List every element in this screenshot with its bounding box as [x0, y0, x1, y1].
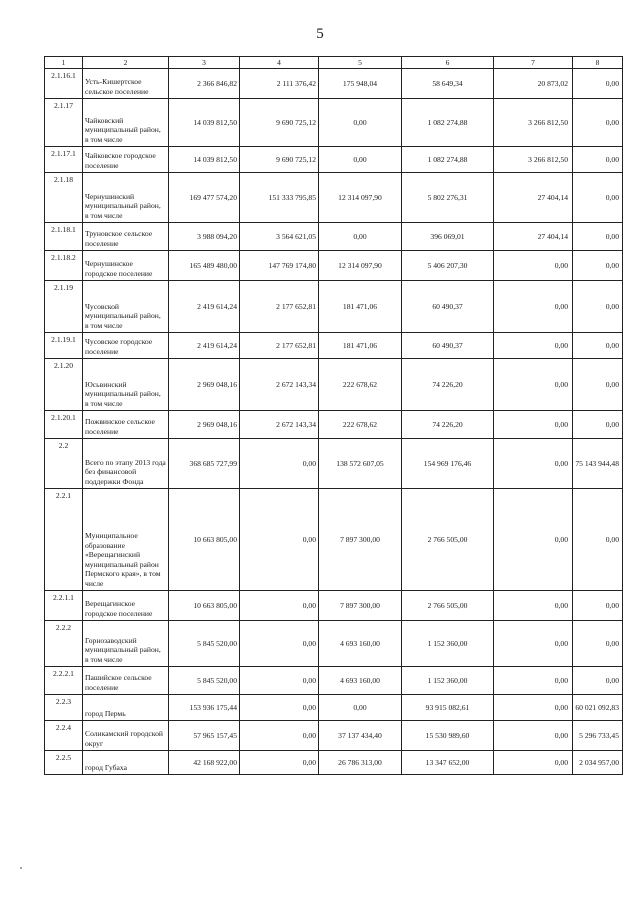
value-cell-c4: 0,00: [240, 667, 319, 695]
value-cell-c3: 2 366 846,82: [169, 69, 240, 99]
table-row: [45, 591, 623, 621]
table-row: [45, 223, 623, 251]
value-cell-c8: 75 143 944,48: [573, 439, 623, 489]
row-number-cell: 2.2.1.1: [45, 591, 83, 621]
value-cell-c4: 147 769 174,80: [240, 251, 319, 281]
row-name-cell: Всего по этапу 2013 года без финансовой поддержки Фонда: [83, 439, 169, 489]
value-cell-c8: 0,00: [573, 69, 623, 99]
value-cell-c4: 9 690 725,12: [240, 147, 319, 173]
row-name-cell: Усть-Кишертское сельское поселение: [83, 69, 169, 99]
value-cell-c5: 12 314 097,90: [319, 173, 402, 223]
row-number-cell: 2.1.20.1: [45, 411, 83, 439]
row-number-cell: 2.1.18.2: [45, 251, 83, 281]
value-cell-c4: 0,00: [240, 489, 319, 591]
table-row: [45, 411, 623, 439]
value-cell-c4: 3 564 621,05: [240, 223, 319, 251]
value-cell-c6: 5 406 207,30: [402, 251, 494, 281]
row-number-cell: 2.1.20: [45, 359, 83, 411]
row-name-cell: Юсьвинский муниципальный район, в том числе: [83, 359, 169, 411]
value-cell-c4: 9 690 725,12: [240, 99, 319, 147]
value-cell-c7: 0,00: [494, 695, 573, 721]
row-name-cell: Чайковское городское поселение: [83, 147, 169, 173]
value-cell-c8: 0,00: [573, 621, 623, 667]
header-cell: 6: [402, 57, 494, 69]
value-cell-c5: 0,00: [319, 695, 402, 721]
table-row: [45, 333, 623, 359]
value-cell-c7: 0,00: [494, 591, 573, 621]
header-cell: 8: [573, 57, 623, 69]
row-name-cell: город Губаха: [83, 751, 169, 775]
value-cell-c8: 0,00: [573, 359, 623, 411]
table-row: [45, 251, 623, 281]
value-cell-c6: 1 152 360,00: [402, 621, 494, 667]
row-number-cell: 2.2: [45, 439, 83, 489]
value-cell-c5: 175 948,04: [319, 69, 402, 99]
value-cell-c3: 3 988 094,20: [169, 223, 240, 251]
row-number-cell: 2.2.2.1: [45, 667, 83, 695]
value-cell-c5: 0,00: [319, 99, 402, 147]
value-cell-c5: 222 678,62: [319, 359, 402, 411]
value-cell-c4: 0,00: [240, 591, 319, 621]
value-cell-c3: 169 477 574,20: [169, 173, 240, 223]
value-cell-c7: 0,00: [494, 667, 573, 695]
value-cell-c3: 5 845 520,00: [169, 621, 240, 667]
row-name-cell: город Пермь: [83, 695, 169, 721]
value-cell-c5: 181 471,06: [319, 281, 402, 333]
value-cell-c8: 0,00: [573, 223, 623, 251]
row-name-cell: Чусовское городское поселение: [83, 333, 169, 359]
row-name-cell: Горнозаводский муниципальный район, в том числе: [83, 621, 169, 667]
value-cell-c6: 60 490,37: [402, 333, 494, 359]
scan-speck: [20, 867, 22, 869]
value-cell-c6: 13 347 652,00: [402, 751, 494, 775]
header-cell: 5: [319, 57, 402, 69]
value-cell-c5: 12 314 097,90: [319, 251, 402, 281]
row-name-cell: Труновское сельское поселение: [83, 223, 169, 251]
value-cell-c8: 0,00: [573, 147, 623, 173]
value-cell-c6: 74 226,20: [402, 359, 494, 411]
row-number-cell: 2.1.16.1: [45, 69, 83, 99]
value-cell-c4: 0,00: [240, 439, 319, 489]
value-cell-c7: 0,00: [494, 439, 573, 489]
value-cell-c6: 58 649,34: [402, 69, 494, 99]
value-cell-c7: 0,00: [494, 251, 573, 281]
value-cell-c3: 165 489 480,00: [169, 251, 240, 281]
row-number-cell: 2.2.4: [45, 721, 83, 751]
value-cell-c7: 0,00: [494, 489, 573, 591]
value-cell-c5: 138 572 607,05: [319, 439, 402, 489]
value-cell-c4: 0,00: [240, 695, 319, 721]
value-cell-c4: 2 177 652,81: [240, 281, 319, 333]
table-row: [45, 359, 623, 411]
value-cell-c5: 4 693 160,00: [319, 667, 402, 695]
header-cell: 7: [494, 57, 573, 69]
value-cell-c4: 0,00: [240, 751, 319, 775]
table-row: [45, 147, 623, 173]
value-cell-c3: 368 685 727,99: [169, 439, 240, 489]
table-row: [45, 69, 623, 99]
header-cell: 2: [83, 57, 169, 69]
row-number-cell: 2.2.1: [45, 489, 83, 591]
value-cell-c8: 5 296 733,45: [573, 721, 623, 751]
value-cell-c7: 0,00: [494, 751, 573, 775]
value-cell-c8: 2 034 957,00: [573, 751, 623, 775]
value-cell-c5: 181 471,06: [319, 333, 402, 359]
value-cell-c8: 0,00: [573, 99, 623, 147]
value-cell-c5: 26 786 313,00: [319, 751, 402, 775]
value-cell-c6: 396 069,01: [402, 223, 494, 251]
value-cell-c8: 0,00: [573, 251, 623, 281]
value-cell-c7: 3 266 812,50: [494, 99, 573, 147]
table-row: [45, 489, 623, 591]
value-cell-c3: 14 039 812,50: [169, 147, 240, 173]
row-name-cell: Соликамский городской округ: [83, 721, 169, 751]
value-cell-c3: 2 419 614,24: [169, 333, 240, 359]
row-name-cell: Верещагинское городское поселение: [83, 591, 169, 621]
table-row: [45, 695, 623, 721]
row-number-cell: 2.1.18: [45, 173, 83, 223]
row-number-cell: 2.1.17: [45, 99, 83, 147]
value-cell-c8: 0,00: [573, 281, 623, 333]
value-cell-c3: 57 965 157,45: [169, 721, 240, 751]
value-cell-c3: 10 663 805,00: [169, 489, 240, 591]
value-cell-c7: 0,00: [494, 411, 573, 439]
row-number-cell: 2.2.2: [45, 621, 83, 667]
header-row: [45, 57, 623, 69]
value-cell-c6: 15 530 989,60: [402, 721, 494, 751]
row-name-cell: Чернушинское городское поселение: [83, 251, 169, 281]
value-cell-c3: 5 845 520,00: [169, 667, 240, 695]
value-cell-c7: 27 404,14: [494, 173, 573, 223]
value-cell-c4: 2 672 143,34: [240, 359, 319, 411]
value-cell-c7: 20 873,02: [494, 69, 573, 99]
value-cell-c8: 0,00: [573, 173, 623, 223]
table-row: [45, 439, 623, 489]
table-row: [45, 621, 623, 667]
table-row: [45, 99, 623, 147]
table-row: [45, 281, 623, 333]
value-cell-c3: 2 969 048,16: [169, 411, 240, 439]
value-cell-c8: 60 021 092,83: [573, 695, 623, 721]
value-cell-c4: 2 111 376,42: [240, 69, 319, 99]
value-cell-c5: 37 137 434,40: [319, 721, 402, 751]
row-number-cell: 2.1.18.1: [45, 223, 83, 251]
value-cell-c4: 0,00: [240, 721, 319, 751]
value-cell-c6: 1 082 274,88: [402, 147, 494, 173]
value-cell-c8: 0,00: [573, 411, 623, 439]
value-cell-c7: 0,00: [494, 333, 573, 359]
value-cell-c4: 2 672 143,34: [240, 411, 319, 439]
row-number-cell: 2.2.3: [45, 695, 83, 721]
value-cell-c6: 1 082 274,88: [402, 99, 494, 147]
value-cell-c6: 1 152 360,00: [402, 667, 494, 695]
value-cell-c4: 0,00: [240, 621, 319, 667]
value-cell-c5: 0,00: [319, 147, 402, 173]
budget-table: [44, 56, 623, 775]
value-cell-c8: 0,00: [573, 667, 623, 695]
value-cell-c5: 0,00: [319, 223, 402, 251]
value-cell-c3: 2 969 048,16: [169, 359, 240, 411]
header-cell: 4: [240, 57, 319, 69]
row-number-cell: 2.1.19.1: [45, 333, 83, 359]
value-cell-c6: 93 915 082,61: [402, 695, 494, 721]
row-name-cell: Чернушинский муниципальный район, в том числе: [83, 173, 169, 223]
value-cell-c7: 0,00: [494, 721, 573, 751]
value-cell-c5: 4 693 160,00: [319, 621, 402, 667]
value-cell-c7: 0,00: [494, 281, 573, 333]
row-number-cell: 2.2.5: [45, 751, 83, 775]
value-cell-c4: 151 333 795,85: [240, 173, 319, 223]
value-cell-c5: 222 678,62: [319, 411, 402, 439]
value-cell-c5: 7 897 300,00: [319, 591, 402, 621]
value-cell-c6: 2 766 505,00: [402, 489, 494, 591]
value-cell-c6: 154 969 176,46: [402, 439, 494, 489]
table-row: [45, 173, 623, 223]
row-name-cell: Пожвинское сельское поселение: [83, 411, 169, 439]
header-cell: 1: [45, 57, 83, 69]
value-cell-c7: 0,00: [494, 359, 573, 411]
value-cell-c6: 74 226,20: [402, 411, 494, 439]
value-cell-c7: 3 266 812,50: [494, 147, 573, 173]
value-cell-c6: 5 802 276,31: [402, 173, 494, 223]
value-cell-c8: 0,00: [573, 591, 623, 621]
value-cell-c3: 153 936 175,44: [169, 695, 240, 721]
header-cell: 3: [169, 57, 240, 69]
table-row: [45, 751, 623, 775]
row-name-cell: Пашийское сельское поселение: [83, 667, 169, 695]
table-row: [45, 721, 623, 751]
value-cell-c3: 10 663 805,00: [169, 591, 240, 621]
value-cell-c3: 42 168 922,00: [169, 751, 240, 775]
value-cell-c6: 60 490,37: [402, 281, 494, 333]
row-number-cell: 2.1.17.1: [45, 147, 83, 173]
row-name-cell: Чусовской муниципальный район, в том числе: [83, 281, 169, 333]
row-name-cell: Чайковский муниципальный район, в том числе: [83, 99, 169, 147]
value-cell-c6: 2 766 505,00: [402, 591, 494, 621]
table-row: [45, 667, 623, 695]
value-cell-c3: 14 039 812,50: [169, 99, 240, 147]
row-name-cell: Муниципальное образование «Верещагинский муниципальный район Пермского края», в том числе: [83, 489, 169, 591]
value-cell-c3: 2 419 614,24: [169, 281, 240, 333]
value-cell-c5: 7 897 300,00: [319, 489, 402, 591]
page-number: 5: [316, 26, 324, 42]
value-cell-c8: 0,00: [573, 489, 623, 591]
row-number-cell: 2.1.19: [45, 281, 83, 333]
value-cell-c4: 2 177 652,81: [240, 333, 319, 359]
value-cell-c7: 27 404,14: [494, 223, 573, 251]
value-cell-c7: 0,00: [494, 621, 573, 667]
value-cell-c8: 0,00: [573, 333, 623, 359]
